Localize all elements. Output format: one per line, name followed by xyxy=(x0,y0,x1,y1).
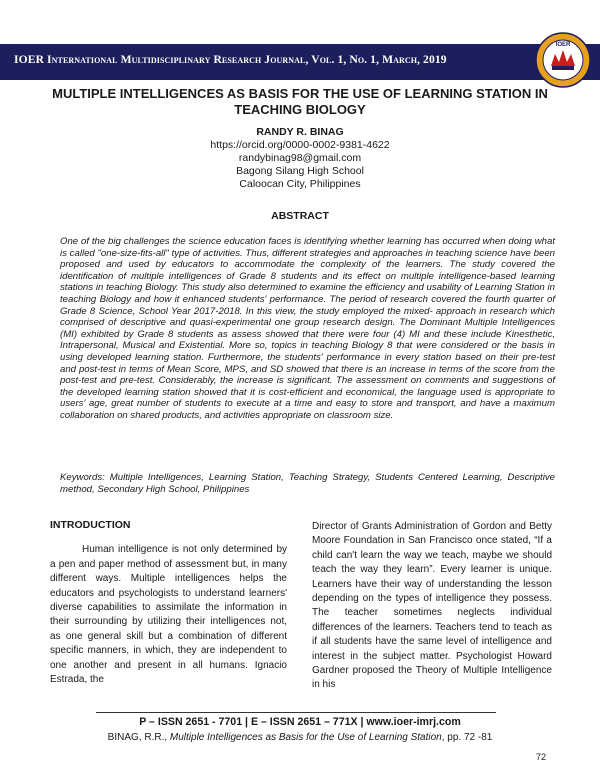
citation-prefix: BINAG, R.R., xyxy=(107,732,170,743)
keywords-text: Keywords: Multiple Intelligences, Learning Station, Teaching Strategy, Students Centered Learning, Descriptive method, Secondary High School, Philippines xyxy=(60,472,555,495)
author-school: Bagong Silang High School xyxy=(236,165,364,177)
author-block xyxy=(150,126,450,191)
author-email-link[interactable]: randybinag98@gmail.com xyxy=(238,152,362,164)
intro-right-paragraph: Director of Grants Administration of Gordon and Betty Moore Foundation in San Francisco once stated, “If a child can't learn the way we teach, maybe we should teach the way they learn”. Every learner is unique. Learners have their way of understanding the lesson depending on the types of intelligence they possess. The teacher sometimes neglects individual differences of the learners. Teachers tend to teach as if all students have the same level of intelligence and interest in the subject matter. Psychologist Howard Gardner proposed the Theory of Multiple Intelligence in his xyxy=(312,521,552,691)
paper-title: MULTIPLE INTELLIGENCES AS BASIS FOR THE USE OF LEARNING STATION IN TEACHING BIOLOGY xyxy=(52,86,548,117)
author-orcid-link[interactable]: https://orcid.org/0000-0002-9381-4622 xyxy=(210,139,390,151)
footer-citation xyxy=(40,732,560,743)
journal-banner xyxy=(0,44,600,80)
logo-text: IOER xyxy=(555,42,571,48)
introduction-heading: INTRODUCTION xyxy=(50,519,131,531)
footer-divider xyxy=(96,712,496,713)
citation-title: Multiple Intelligences as Basis for the Use of Learning Station xyxy=(169,732,442,743)
intro-left-column xyxy=(50,518,287,687)
citation-suffix: , pp. 72 -81 xyxy=(441,732,493,743)
footer-issn: P – ISSN 2651 - 7701 | E – ISSN 2651 – 771X | www.ioer-imrj.com xyxy=(139,716,461,728)
author-name: RANDY R. BINAG xyxy=(256,126,344,138)
author-location: Caloocan City, Philippines xyxy=(239,178,361,190)
abstract-heading: ABSTRACT xyxy=(271,210,329,222)
intro-right-column xyxy=(312,520,552,693)
page-number: 72 xyxy=(536,752,547,762)
abstract-text: One of the big challenges the science education faces is identifying whether learning has occurred when doing what is called "one-size-fits-all" type of activities. Thus, different strategies and approaches in teaching science have been proposed and used by educators to accommodate the complexity of the learners. The study covered the identification of multiple intelligences of Grade 8 students and its effect on multiple intelligence-based learning stations in teaching Biology. This study also determined to examine the efficiency and usability of Learning Station in teaching Biology and how it enhanced students' performance. The period of research covered the fourth quarter of Grade 8 Science, School Year 2017-2018. In this view, the study employed the mixed- approach in research which comprised of descriptive and quasi-experimental one group research design. The Dominant Multiple Intelligences (MI) exhibited by Grade 8 students as assess showed that there were four (4) MI and these include Kinesthetic, Intrapersonal, Musical and Existential. More so, topics in teaching Biology 8 that were considered or the basis in using developed learning station. Furthermore, the students' performance in every station based on their pre-test and post-test in terms of Mean Score, MPS, and SD showed that there is an increase in terms of the score from the post-test and pre-test. Considerably, the increase is significant. The assessment on comments and suggestions of the developed learning station showed that it is cost-efficient and economical, the language used is appropriate to users' age, great number of students to execute at a time and easy to store and transport, and have a maximum collaboration on shared products, and activities appropriate on classroom size. xyxy=(60,236,555,421)
ioer-logo-icon xyxy=(535,32,591,88)
journal-banner-text: IOER International Multidisciplinary Research Journal, Vol. 1, No. 1, March, 2019 xyxy=(14,53,447,66)
intro-left-paragraph: Human intelligence is not only determined by a pen and paper method of assessment but, in many different ways. Multiple intelligences helps the educators and psychologists to understand learners' diverse capabilities to assimilate the information in their surrounding by utilizing their intelligences not, as one general skill but a combination of different specific manners, in which, they are independent to one another and present in all humans. Ignacio Estrada, the xyxy=(50,544,287,686)
